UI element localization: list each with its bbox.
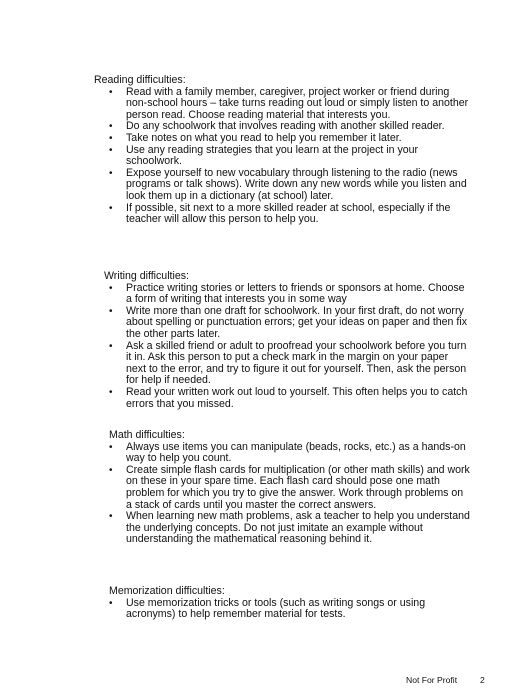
section-heading-reading: Reading difficulties: (94, 74, 186, 86)
bullet-icon: • (109, 511, 113, 523)
list-item: • Ask a skilled friend or adult to proofread your schoolwork before you turn it in. Ask this person to put a check mark in the margin on your paper next to the error, and try to figure it out for yourself. Then, ask the person for help if needed. (109, 339, 467, 387)
bullet-icon: • (109, 86, 113, 98)
bullet-icon: • (109, 282, 113, 294)
memorization-list (109, 598, 532, 621)
section-heading-writing: Writing difficulties: (104, 270, 189, 282)
footer-note: Not For Profit (406, 675, 458, 685)
list-item: • When learning new math problems, ask a teacher to help you understand the underlying concepts. Do not just imitate an example without understanding the mathematical reasoning behind it. (109, 510, 470, 546)
memorization-section (0, 586, 532, 621)
list-item: • Write more than one draft for schoolwork. In your first draft, do not worry about spelling or punctuation errors; get your ideas on paper and then fix the other parts later. (109, 304, 467, 340)
list-item: • Practice writing stories or letters to friends or sponsors at home. Choose a form of writing that interests you in some way (109, 281, 465, 306)
list-item: • Read your written work out loud to yourself. This often helps you to catch errors that you missed. (109, 385, 468, 410)
page-number: 2 (480, 675, 485, 685)
bullet-icon: • (109, 144, 113, 156)
list-item: • Read with a family member, caregiver, project worker or friend during non-school hours – take turns reading out loud or simply listen to another person read. Choose reading material that interests you. (109, 85, 469, 121)
reading-section (0, 75, 532, 226)
bullet-icon: • (109, 597, 113, 609)
list-item: • Do any schoolwork that involves reading with another skilled reader. (109, 120, 445, 133)
bullet-icon: • (109, 202, 113, 214)
bullet-icon: • (109, 386, 113, 398)
list-item: • Create simple flash cards for multiplication (or other math skills) and work on these in your spare time. Each flash card should pose one math problem for which you try to give the answer. Work through problems on a stack of cards until you master the correct answers. (109, 463, 470, 511)
bullet-icon: • (109, 340, 113, 352)
writing-list (109, 283, 532, 411)
section-heading-math: Math difficulties: (109, 429, 185, 441)
bullet-icon: • (109, 167, 113, 179)
bullet-icon: • (109, 121, 113, 133)
list-item: • Always use items you can manipulate (beads, rocks, etc.) as a hands-on way to help you count. (109, 440, 466, 465)
math-section (0, 430, 532, 546)
bullet-icon: • (109, 305, 113, 317)
list-item: • Expose yourself to new vocabulary through listening to the radio (news programs or talk shows). Write down any new words while you listen and look them up in a dictionary (at school) later. (109, 166, 467, 202)
list-item: • Use memorization tricks or tools (such as writing songs or using acronyms) to help remember material for tests. (109, 596, 426, 621)
reading-list (109, 87, 532, 226)
list-item: • Use any reading strategies that you learn at the project in your schoolwork. (109, 143, 419, 168)
bullet-icon: • (109, 132, 113, 144)
writing-section (0, 271, 532, 410)
list-item: • Take notes on what you read to help you remember it later. (109, 131, 402, 144)
bullet-icon: • (109, 441, 113, 453)
bullet-icon: • (109, 464, 113, 476)
list-item: • If possible, sit next to a more skilled reader at school, especially if the teacher will allow this person to help you. (109, 201, 451, 226)
section-heading-memorization: Memorization difficulties: (109, 585, 225, 597)
math-list (109, 442, 532, 546)
